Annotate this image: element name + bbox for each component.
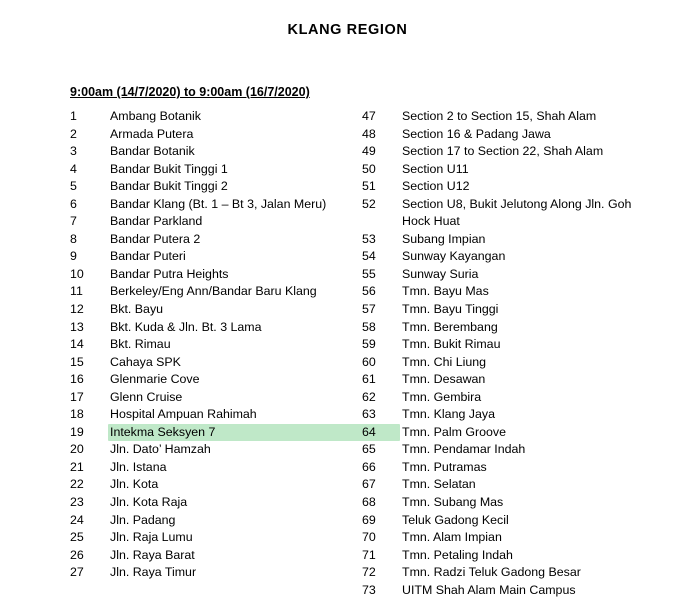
list-item-number: 27 [70, 565, 84, 580]
list-item [70, 178, 400, 196]
list-item [70, 354, 400, 372]
list-item-number: 68 [362, 495, 376, 510]
list-item [362, 424, 692, 442]
list-item-label: Ambang Botanik [110, 109, 201, 123]
list-item-label: Jln. Raya Timur [110, 565, 197, 580]
list-item [70, 126, 400, 144]
right-list [362, 108, 692, 599]
list-item-number: 10 [70, 266, 84, 281]
list-item [362, 529, 692, 547]
list-item-number: 5 [70, 179, 77, 194]
list-item [362, 354, 692, 372]
list-item-number: 47 [362, 109, 376, 123]
list-item-label: Bandar Botanik [110, 144, 195, 159]
list-item-label: Cahaya SPK [110, 354, 181, 369]
list-item [362, 441, 692, 459]
list-item-number: 52 [362, 196, 376, 211]
list-item-label: Tmn. Pendamar Indah [402, 442, 526, 457]
list-item-number: 71 [362, 547, 376, 562]
page-title: KLANG REGION [287, 22, 408, 38]
list-item-number: 25 [70, 530, 84, 545]
list-item-label: Bandar Bukit Tinggi 1 [110, 161, 228, 176]
list-item-label: Tmn. Bukit Rimau [402, 337, 501, 352]
list-item-number: 64 [362, 424, 376, 439]
list-item-label: Tmn. Bayu Tinggi [402, 302, 499, 317]
list-item [70, 319, 400, 337]
list-item-number: 4 [70, 161, 77, 176]
list-item-label: Tmn. Alam Impian [402, 530, 502, 545]
list-item-number: 11 [70, 284, 83, 299]
list-item-number: 59 [362, 337, 376, 352]
list-item-number: 56 [362, 284, 376, 299]
list-item [362, 459, 692, 477]
list-item-number: 51 [362, 179, 376, 194]
list-item-number: 70 [362, 530, 376, 545]
list-item-number: 17 [70, 389, 84, 404]
list-item-number: 24 [70, 512, 84, 527]
list-item-number: 21 [70, 459, 84, 474]
list-item [362, 161, 692, 179]
list-item [362, 564, 692, 582]
list-item-label: Glenmarie Cove [110, 372, 200, 387]
list-item-label: Tmn. Desawan [402, 372, 486, 387]
list-item-label: Tmn. Petaling Indah [402, 547, 513, 562]
list-item-number: 23 [70, 495, 84, 510]
document-page [0, 22, 695, 597]
list-item-label: Berkeley/Eng Ann/Bandar Baru Klang [110, 284, 317, 299]
list-item [362, 108, 692, 126]
list-item-label: Teluk Gadong Kecil [402, 512, 509, 527]
list-item [362, 283, 692, 301]
list-item-label: Intekma Seksyen 7 [108, 424, 400, 442]
list-item [70, 529, 400, 547]
list-item-number: 6 [70, 196, 77, 211]
list-item-label: Tmn. Selatan [402, 477, 476, 492]
list-item-number: 1 [70, 109, 77, 123]
list-item-number: 18 [70, 407, 84, 422]
list-item-label: Glenn Cruise [110, 389, 183, 404]
list-item-label: Bandar Puteri [110, 249, 186, 264]
list-item-label: Armada Putera [110, 126, 194, 141]
list-item-number: 48 [362, 126, 376, 141]
list-item-label: Section U8, Bukit Jelutong Along Jln. Goh [402, 196, 632, 211]
list-item-label: Jln. Kota Raja [110, 495, 188, 510]
list-item [70, 196, 400, 214]
list-item [362, 248, 692, 266]
list-item-label: Tmn. Bayu Mas [402, 284, 489, 299]
list-item [70, 441, 400, 459]
list-item-number: 50 [362, 161, 376, 176]
list-item-label: Subang Impian [402, 231, 486, 246]
list-item [70, 266, 400, 284]
list-item-label: Bandar Klang (Bt. 1 – Bt 3, Jalan Meru) [110, 196, 327, 211]
list-item [70, 108, 400, 126]
left-list [70, 108, 400, 582]
list-item [70, 406, 400, 424]
list-item-number: 67 [362, 477, 376, 492]
list-item-number: 14 [70, 337, 84, 352]
list-item-number: 22 [70, 477, 84, 492]
list-item-label: Sunway Kayangan [402, 249, 506, 264]
list-item-label: Section 17 to Section 22, Shah Alam [402, 144, 604, 159]
list-item-number: 61 [362, 372, 376, 387]
list-item-number: 57 [362, 302, 376, 317]
list-item-label: Bandar Parkland [110, 214, 203, 229]
list-item-label: Section 16 & Padang Jawa [402, 126, 551, 141]
list-item-number: 13 [70, 319, 84, 334]
list-item-label: Bandar Putra Heights [110, 266, 229, 281]
list-item-label: Jln. Padang [110, 512, 176, 527]
list-item [70, 389, 400, 407]
list-item-label: Tmn. Palm Groove [402, 424, 506, 439]
list-item [362, 178, 692, 196]
list-item-label: Jln. Istana [110, 459, 167, 474]
list-item [70, 143, 400, 161]
list-item [362, 406, 692, 424]
list-item [362, 512, 692, 530]
list-item [70, 231, 400, 249]
list-item-label: Tmn. Chi Liung [402, 354, 487, 369]
list-item-number: 73 [362, 582, 376, 597]
list-item-number: 65 [362, 442, 376, 457]
list-item-number: 55 [362, 266, 376, 281]
list-item-label: Jln. Raja Lumu [110, 530, 193, 545]
list-item-number: 7 [70, 214, 77, 229]
list-item-number: 49 [362, 144, 376, 159]
list-item [362, 582, 692, 599]
list-item [362, 494, 692, 512]
period-heading: 9:00am (14/7/2020) to 9:00am (16/7/2020) [70, 85, 310, 99]
list-item-number: 62 [362, 389, 376, 404]
list-item [70, 459, 400, 477]
list-item-number: 60 [362, 354, 376, 369]
list-item-number: 2 [70, 126, 77, 141]
list-item-number: 20 [70, 442, 84, 457]
list-item-number: 63 [362, 407, 376, 422]
list-item-number: 58 [362, 319, 376, 334]
list-item-label: Section U12 [402, 179, 470, 194]
list-item [362, 547, 692, 565]
list-item [70, 547, 400, 565]
list-item [362, 389, 692, 407]
list-item-label: Bkt. Bayu [110, 302, 164, 317]
list-item-label: Tmn. Klang Jaya [402, 407, 495, 422]
list-item-label: Bkt. Rimau [110, 337, 171, 352]
list-item-number: 12 [70, 302, 84, 317]
list-item-number: 3 [70, 144, 77, 159]
list-item-label: Bandar Putera 2 [110, 231, 201, 246]
list-item-label: Tmn. Putramas [402, 459, 487, 474]
list-item [362, 301, 692, 319]
list-item-number: 53 [362, 231, 376, 246]
list-item-number: 16 [70, 372, 84, 387]
list-item-number: 66 [362, 459, 376, 474]
list-item-number: 9 [70, 249, 77, 264]
list-item-continuation [362, 213, 692, 231]
list-item-label: Bandar Bukit Tinggi 2 [110, 179, 228, 194]
list-item [70, 283, 400, 301]
list-item [362, 371, 692, 389]
list-item [70, 371, 400, 389]
list-item [70, 213, 400, 231]
list-item-label: Hospital Ampuan Rahimah [110, 407, 257, 422]
list-item [70, 248, 400, 266]
list-item-number: 69 [362, 512, 376, 527]
list-item-number: 26 [70, 547, 84, 562]
list-item-number: 15 [70, 354, 84, 369]
list-item-label: Section 2 to Section 15, Shah Alam [402, 109, 597, 123]
list-item-label: Tmn. Radzi Teluk Gadong Besar [402, 565, 581, 580]
list-item-label: Jln. Kota [110, 477, 159, 492]
list-item-label: Tmn. Berembang [402, 319, 498, 334]
list-item [70, 494, 400, 512]
list-item [362, 143, 692, 161]
list-item-label: UITM Shah Alam Main Campus [402, 582, 576, 597]
list-item-continuation-label: Hock Huat [402, 214, 460, 229]
list-item-label: Jln. Dato’ Hamzah [110, 442, 211, 457]
list-item [362, 231, 692, 249]
list-item-number: 54 [362, 249, 376, 264]
list-item [362, 196, 692, 214]
list-item [70, 564, 400, 582]
list-item [70, 424, 400, 442]
list-item [70, 476, 400, 494]
list-item [362, 266, 692, 284]
list-item [70, 512, 400, 530]
list-item [362, 126, 692, 144]
list-item [362, 319, 692, 337]
list-item-label: Bkt. Kuda & Jln. Bt. 3 Lama [110, 319, 262, 334]
list-item-number: 19 [70, 424, 84, 439]
list-item-label: Sunway Suria [402, 266, 479, 281]
list-item-label: Section U11 [402, 161, 469, 176]
list-item [362, 476, 692, 494]
list-item [70, 301, 400, 319]
list-item-label: Tmn. Subang Mas [402, 495, 504, 510]
list-item [70, 336, 400, 354]
list-item-label: Tmn. Gembira [402, 389, 482, 404]
list-item [362, 336, 692, 354]
list-item [70, 161, 400, 179]
list-item-number: 72 [362, 565, 376, 580]
list-item-label: Jln. Raya Barat [110, 547, 195, 562]
list-item-number: 8 [70, 231, 77, 246]
